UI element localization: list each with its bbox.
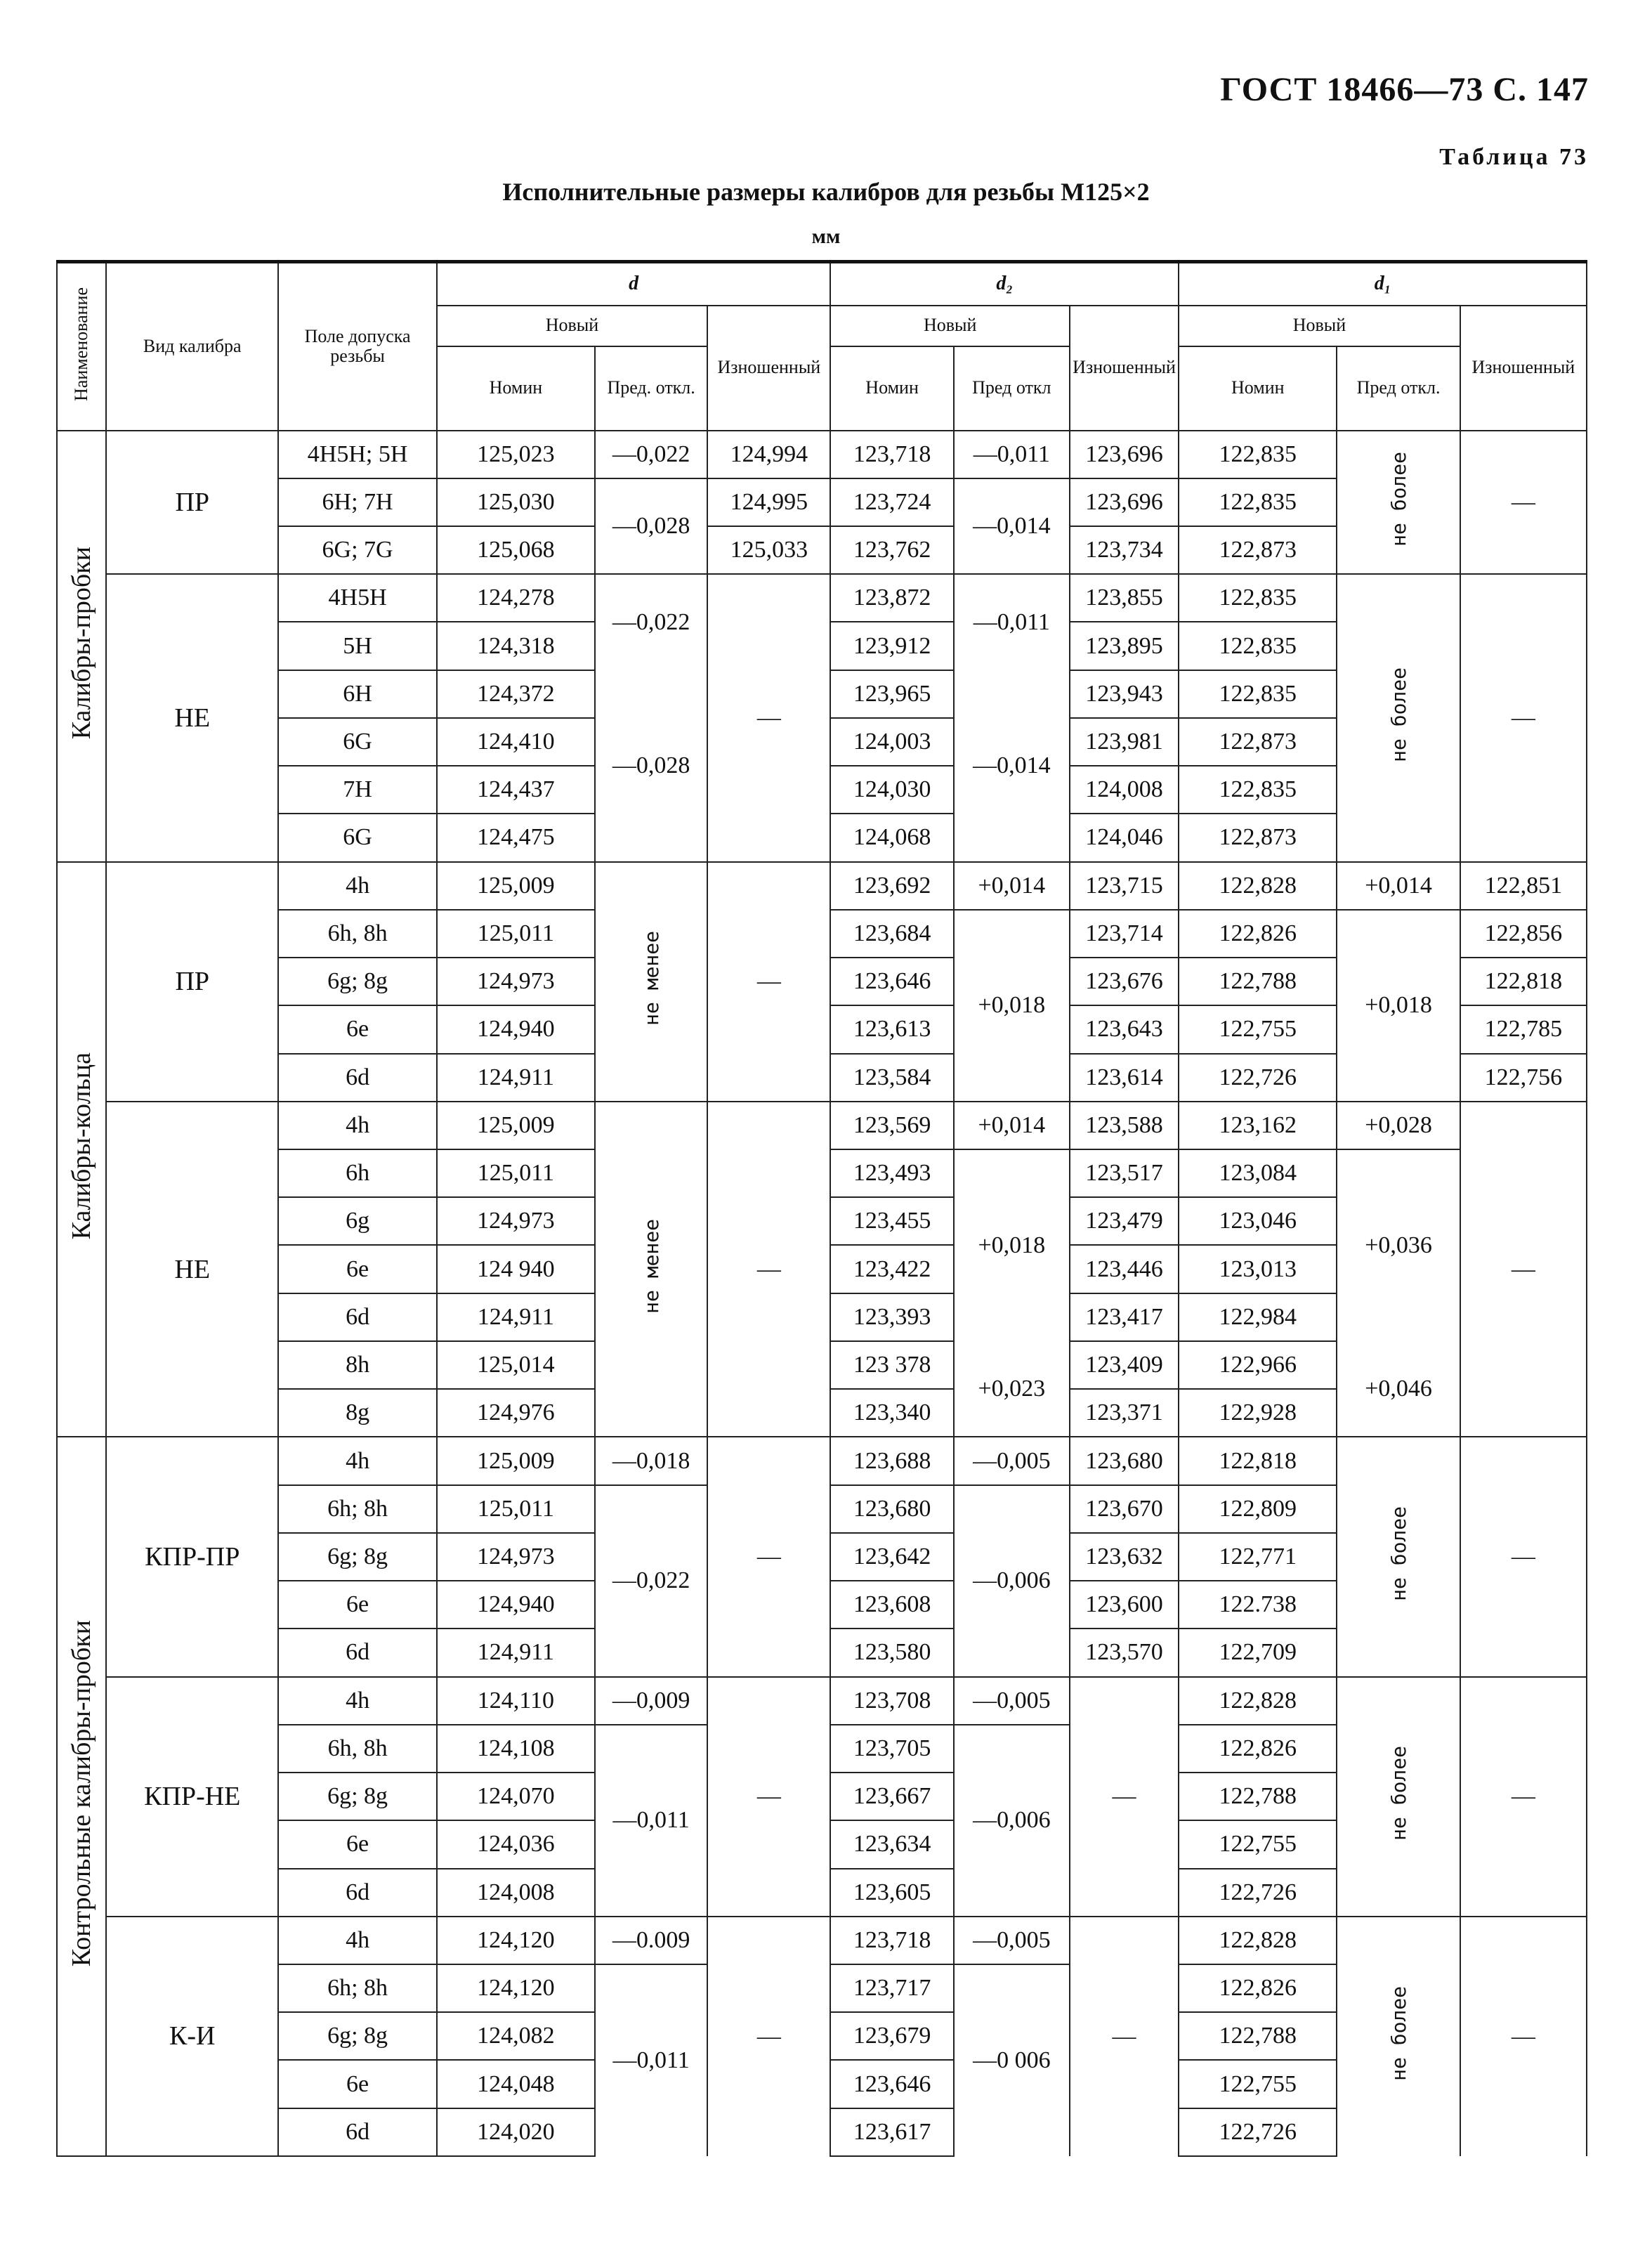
tol-cell: 6g; 8g: [278, 1773, 436, 1820]
d2-worn-cell: 123,715: [1070, 862, 1179, 910]
d2-nom-cell: 123,584: [830, 1054, 953, 1102]
tol-cell: 6H; 7H: [278, 478, 436, 526]
d-dev-cell: —0,028: [595, 478, 707, 574]
d1-nom-cell: 122,755: [1179, 1820, 1337, 1868]
col-name-header: Наименование: [57, 262, 106, 431]
d2-worn-cell: 123,417: [1070, 1293, 1179, 1341]
d1-dev-cell: [1337, 431, 1460, 575]
d1-nom-cell: 122,818: [1179, 1437, 1337, 1484]
d-dev-cell: —0,022: [595, 1485, 707, 1677]
d-nom-cell: 124,911: [437, 1293, 595, 1341]
gauge-kind: КПР-НЕ: [106, 1677, 278, 1917]
d-worn-cell: —: [707, 1677, 830, 1917]
d2-nom-cell: 123,580: [830, 1629, 953, 1676]
d-nom-cell: 125,030: [437, 478, 595, 526]
d2-worn-cell: 123,517: [1070, 1149, 1179, 1197]
d2-worn-cell: 123,479: [1070, 1197, 1179, 1245]
d2-worn-cell: 123,570: [1070, 1629, 1179, 1676]
d-nom-cell: 124,020: [437, 2108, 595, 2156]
d2-dev-header: Пред откл: [954, 346, 1070, 431]
d2-nom-cell: 123,455: [830, 1197, 953, 1245]
d-nom-cell: 124,036: [437, 1820, 595, 1868]
d2-worn-cell: 123,670: [1070, 1485, 1179, 1533]
d1-nom-cell: 122,828: [1179, 862, 1337, 910]
d1-nom-cell: 123,013: [1179, 1245, 1337, 1293]
d2-worn-cell: 123,446: [1070, 1245, 1179, 1293]
tol-cell: 6H: [278, 670, 436, 718]
d2-worn-cell: 123,680: [1070, 1437, 1179, 1484]
tol-cell: 4h: [278, 1102, 436, 1149]
d1-nom-cell: 122,828: [1179, 1677, 1337, 1725]
tol-cell: 6e: [278, 1005, 436, 1053]
d1-dev-cell: +0,028: [1337, 1102, 1460, 1149]
tol-cell: 7H: [278, 766, 436, 814]
d1-worn-cell: —: [1460, 431, 1587, 575]
d2-nom-cell: 123,680: [830, 1485, 953, 1533]
d-worn-cell: —: [707, 1102, 830, 1437]
d-dev-cell: —0,028: [595, 670, 707, 862]
d1-dev-cell: [1337, 1437, 1460, 1676]
d1-nom-cell: 122,755: [1179, 2060, 1337, 2108]
d2-nom-cell: 123,679: [830, 2012, 953, 2060]
d-dev-cell: —0,022: [595, 431, 707, 478]
d1-new-header: Новый: [1179, 306, 1460, 346]
d-nom-cell: 124,108: [437, 1725, 595, 1773]
d2-nom-cell: 123,912: [830, 622, 953, 670]
d2-nom-cell: 123,646: [830, 2060, 953, 2108]
d1-nom-cell: 122,726: [1179, 2108, 1337, 2156]
d-nom-cell: 124,437: [437, 766, 595, 814]
d1-nom-cell: 122,984: [1179, 1293, 1337, 1341]
d-nom-cell: 124,911: [437, 1629, 595, 1676]
note-label: не более: [1386, 451, 1410, 547]
d1-nom-cell: 122,755: [1179, 1005, 1337, 1053]
d1-nom-cell: 122,873: [1179, 526, 1337, 574]
gauge-kind: ПР: [106, 431, 278, 575]
d-nom-cell: 124,372: [437, 670, 595, 718]
d-worn-cell: 124,995: [707, 478, 830, 526]
d-dev-cell: —0.009: [595, 1917, 707, 1964]
d-dev-cell: —0,018: [595, 1437, 707, 1484]
d2-dev-cell: +0,014: [954, 862, 1070, 910]
d1-nom-cell: 122,835: [1179, 670, 1337, 718]
tol-cell: 8g: [278, 1389, 436, 1437]
d2-nom-cell: 123,762: [830, 526, 953, 574]
d1-worn-cell: 122,818: [1460, 958, 1587, 1005]
d1-worn-cell: —: [1460, 1917, 1587, 2156]
d-nom-cell: 124,973: [437, 1197, 595, 1245]
d2-nom-cell: 123,634: [830, 1820, 953, 1868]
category-name: Калибры-кольца: [57, 862, 106, 1437]
d1-worn-header: Изношенный: [1460, 306, 1587, 431]
d-nom-cell: 125,009: [437, 862, 595, 910]
d2-nom-cell: 123,684: [830, 910, 953, 958]
d1-nom-cell: 122,928: [1179, 1389, 1337, 1437]
tol-cell: 6G: [278, 814, 436, 861]
d2-dev-cell: —0,014: [954, 670, 1070, 862]
d2-nom-cell: 123,605: [830, 1869, 953, 1917]
d-nom-cell: 125,014: [437, 1341, 595, 1389]
d1-nom-cell: 123,084: [1179, 1149, 1337, 1197]
tol-cell: 6e: [278, 2060, 436, 2108]
tol-cell: 8h: [278, 1341, 436, 1389]
d1-nom-cell: 122,966: [1179, 1341, 1337, 1389]
d-worn-cell: 125,033: [707, 526, 830, 574]
tol-cell: 6e: [278, 1820, 436, 1868]
d1-nom-cell: 122,835: [1179, 478, 1337, 526]
d1-nom-cell: 122,873: [1179, 718, 1337, 766]
col-d2-header: d₂: [830, 262, 1179, 306]
d-nom-cell: 124,120: [437, 1917, 595, 1964]
tol-cell: 6e: [278, 1245, 436, 1293]
d2-worn-cell: —: [1070, 1677, 1179, 1917]
d2-worn-cell: 124,046: [1070, 814, 1179, 861]
d1-nom-header: Номин: [1179, 346, 1337, 431]
d1-nom-cell: 122,788: [1179, 1773, 1337, 1820]
table-body: [57, 431, 1587, 2157]
d2-nom-cell: 123,717: [830, 1964, 953, 2012]
d1-worn-cell: —: [1460, 574, 1587, 861]
tol-cell: 6h, 8h: [278, 1725, 436, 1773]
tol-cell: 6d: [278, 1869, 436, 1917]
d1-nom-cell: 122.738: [1179, 1581, 1337, 1629]
d-nom-cell: 124,318: [437, 622, 595, 670]
table-row: [57, 1677, 1587, 1725]
d1-nom-cell: 122,826: [1179, 1725, 1337, 1773]
d2-dev-cell: +0,018: [954, 910, 1070, 1102]
d2-worn-cell: 123,600: [1070, 1581, 1179, 1629]
d2-worn-cell: 123,895: [1070, 622, 1179, 670]
table-row: [57, 431, 1587, 478]
d2-worn-cell: 123,714: [1070, 910, 1179, 958]
d1-dev-cell: +0,018: [1337, 910, 1460, 1102]
d2-dev-cell: —0,005: [954, 1677, 1070, 1725]
d2-worn-cell: 124,008: [1070, 766, 1179, 814]
d-worn-header: Изношенный: [707, 306, 830, 431]
tol-cell: 4H5H: [278, 574, 436, 622]
col-tol-header: Поле допуска резьбы: [278, 262, 436, 431]
note-label: не более: [1386, 1746, 1410, 1841]
table-row: [57, 1437, 1587, 1484]
d1-nom-cell: 122,835: [1179, 431, 1337, 478]
tol-cell: 6g; 8g: [278, 2012, 436, 2060]
d2-dev-cell: —0,011: [954, 574, 1070, 670]
table-row: [57, 1102, 1587, 1149]
d1-dev-cell: [1337, 574, 1460, 861]
d-nom-cell: 125,011: [437, 1485, 595, 1533]
d1-dev-cell: [1337, 1917, 1460, 2156]
d1-nom-cell: 122,828: [1179, 1917, 1337, 1964]
d-nom-cell: 124,911: [437, 1054, 595, 1102]
d2-worn-cell: —: [1070, 1917, 1179, 2156]
d1-dev-cell: +0,046: [1337, 1341, 1460, 1437]
d2-worn-cell: 123,855: [1070, 574, 1179, 622]
d-nom-cell: 124,976: [437, 1389, 595, 1437]
tol-cell: 6d: [278, 1293, 436, 1341]
d-worn-cell: —: [707, 574, 830, 861]
d2-nom-cell: 123,613: [830, 1005, 953, 1053]
d-nom-cell: 124,120: [437, 1964, 595, 2012]
d1-worn-cell: —: [1460, 1677, 1587, 1917]
d2-worn-cell: 123,734: [1070, 526, 1179, 574]
d-dev-cell: —0,011: [595, 1725, 707, 1917]
tol-cell: 6h: [278, 1149, 436, 1197]
d1-nom-cell: 122,771: [1179, 1533, 1337, 1581]
d1-worn-cell: 122,756: [1460, 1054, 1587, 1102]
tol-cell: 6g: [278, 1197, 436, 1245]
d1-nom-cell: 122,788: [1179, 2012, 1337, 2060]
note-label: не более: [1386, 1506, 1410, 1601]
table-row: [57, 1917, 1587, 1964]
d-nom-cell: 125,023: [437, 431, 595, 478]
unit-label: мм: [811, 225, 841, 248]
d-dev-cell: [595, 1102, 707, 1437]
gauge-kind: КПР-ПР: [106, 1437, 278, 1676]
tol-cell: 6h; 8h: [278, 1964, 436, 2012]
tol-cell: 6d: [278, 1054, 436, 1102]
d1-nom-cell: 123,046: [1179, 1197, 1337, 1245]
d2-nom-cell: 123,705: [830, 1725, 953, 1773]
d2-nom-cell: 123 378: [830, 1341, 953, 1389]
d1-nom-cell: 122,726: [1179, 1054, 1337, 1102]
d2-worn-cell: 123,409: [1070, 1341, 1179, 1389]
note-label: не менее: [639, 931, 663, 1026]
d2-dev-cell: —0,006: [954, 1725, 1070, 1917]
d2-worn-cell: 123,676: [1070, 958, 1179, 1005]
d2-worn-cell: 123,696: [1070, 431, 1179, 478]
tol-cell: 6d: [278, 1629, 436, 1676]
d-new-header: Новый: [437, 306, 708, 346]
d2-nom-cell: 123,708: [830, 1677, 953, 1725]
d-worn-cell: —: [707, 1437, 830, 1676]
d2-nom-cell: 123,965: [830, 670, 953, 718]
d2-new-header: Новый: [830, 306, 1069, 346]
d1-nom-cell: 123,162: [1179, 1102, 1337, 1149]
tol-cell: 6G: [278, 718, 436, 766]
note-label: не менее: [639, 1218, 663, 1314]
d-dev-header: Пред. откл.: [595, 346, 707, 431]
tol-cell: 6d: [278, 2108, 436, 2156]
d1-worn-cell: 122,856: [1460, 910, 1587, 958]
d1-dev-cell: [1337, 1677, 1460, 1917]
d-nom-cell: 124 940: [437, 1245, 595, 1293]
tol-cell: 6h, 8h: [278, 910, 436, 958]
d2-worn-cell: 123,588: [1070, 1102, 1179, 1149]
page-header: ГОСТ 18466—73 С. 147: [1220, 71, 1589, 108]
category-name: Калибры-пробки: [57, 431, 106, 862]
d2-dev-cell: —0 006: [954, 1964, 1070, 2156]
tol-cell: 5H: [278, 622, 436, 670]
d2-nom-cell: 123,872: [830, 574, 953, 622]
d1-nom-cell: 122,726: [1179, 1869, 1337, 1917]
d2-nom-cell: 123,422: [830, 1245, 953, 1293]
d2-dev-cell: +0,023: [954, 1341, 1070, 1437]
d1-nom-cell: 122,873: [1179, 814, 1337, 861]
d-nom-cell: 124,973: [437, 1533, 595, 1581]
table-row: [57, 574, 1587, 622]
d1-nom-cell: 122,835: [1179, 766, 1337, 814]
d-nom-cell: 125,011: [437, 910, 595, 958]
d2-nom-cell: 123,667: [830, 1773, 953, 1820]
d-nom-cell: 124,410: [437, 718, 595, 766]
d1-dev-cell: +0,014: [1337, 862, 1460, 910]
d1-worn-cell: —: [1460, 1102, 1587, 1437]
d-nom-cell: 124,048: [437, 2060, 595, 2108]
d2-dev-cell: —0,014: [954, 478, 1070, 574]
d2-nom-cell: 123,642: [830, 1533, 953, 1581]
table-title: Исполнительные размеры калибров для резьбы M125×2: [502, 178, 1150, 206]
d1-nom-cell: 122,835: [1179, 622, 1337, 670]
gauge-kind: ПР: [106, 862, 278, 1102]
d2-nom-cell: 124,030: [830, 766, 953, 814]
d2-nom-cell: 124,003: [830, 718, 953, 766]
d2-dev-cell: —0,005: [954, 1917, 1070, 1964]
d1-nom-cell: 122,835: [1179, 574, 1337, 622]
d2-dev-cell: +0,014: [954, 1102, 1070, 1149]
d2-worn-cell: 123,643: [1070, 1005, 1179, 1053]
tol-cell: 6e: [278, 1581, 436, 1629]
table-number: Таблица 73: [1439, 144, 1589, 170]
tol-cell: 6g; 8g: [278, 1533, 436, 1581]
d2-worn-cell: 123,371: [1070, 1389, 1179, 1437]
d2-worn-header: Изношенный: [1070, 306, 1179, 431]
tol-cell: 4H5H; 5H: [278, 431, 436, 478]
d2-worn-cell: 123,632: [1070, 1533, 1179, 1581]
d2-worn-cell: 123,943: [1070, 670, 1179, 718]
tol-cell: 4h: [278, 1917, 436, 1964]
d2-nom-cell: 123,569: [830, 1102, 953, 1149]
col-d-header: d: [437, 262, 831, 306]
d-nom-cell: 125,011: [437, 1149, 595, 1197]
note-label: не более: [1386, 667, 1410, 762]
dimensions-table: [56, 260, 1587, 2157]
tol-cell: 4h: [278, 1677, 436, 1725]
tol-cell: 6g; 8g: [278, 958, 436, 1005]
d-worn-cell: —: [707, 862, 830, 1102]
d2-nom-cell: 124,068: [830, 814, 953, 861]
d-nom-cell: 124,278: [437, 574, 595, 622]
d-nom-cell: 124,082: [437, 2012, 595, 2060]
d2-worn-cell: 123,614: [1070, 1054, 1179, 1102]
d-nom-cell: 124,110: [437, 1677, 595, 1725]
d-nom-cell: 125,009: [437, 1437, 595, 1484]
d-dev-cell: —0,022: [595, 574, 707, 670]
d2-nom-cell: 123,692: [830, 862, 953, 910]
d1-worn-cell: 122,785: [1460, 1005, 1587, 1053]
d2-worn-cell: 123,696: [1070, 478, 1179, 526]
d2-nom-cell: 123,393: [830, 1293, 953, 1341]
d2-nom-cell: 123,340: [830, 1389, 953, 1437]
col-d1-header: d₁: [1179, 262, 1587, 306]
d2-dev-cell: +0,018: [954, 1149, 1070, 1341]
d2-nom-cell: 123,718: [830, 1917, 953, 1964]
d2-nom-cell: 123,724: [830, 478, 953, 526]
category-name: Контрольные калибры-пробки: [57, 1437, 106, 2156]
tol-cell: 6G; 7G: [278, 526, 436, 574]
d-nom-cell: 124,475: [437, 814, 595, 861]
gauge-kind: НЕ: [106, 574, 278, 861]
d-nom-cell: 124,940: [437, 1005, 595, 1053]
d2-dev-cell: —0,005: [954, 1437, 1070, 1484]
d1-nom-cell: 122,809: [1179, 1485, 1337, 1533]
d2-dev-cell: —0,006: [954, 1485, 1070, 1677]
d2-nom-cell: 123,608: [830, 1581, 953, 1629]
d1-worn-cell: —: [1460, 1437, 1587, 1676]
d1-nom-cell: 122,826: [1179, 910, 1337, 958]
d-nom-cell: 124,070: [437, 1773, 595, 1820]
d-nom-cell: 124,973: [437, 958, 595, 1005]
d-nom-header: Номин: [437, 346, 595, 431]
d2-dev-cell: —0,011: [954, 431, 1070, 478]
d1-nom-cell: 122,826: [1179, 1964, 1337, 2012]
gauge-kind: К-И: [106, 1917, 278, 2156]
d2-nom-header: Номин: [830, 346, 953, 431]
tol-cell: 4h: [278, 862, 436, 910]
d-worn-cell: —: [707, 1917, 830, 2156]
table-row: [57, 862, 1587, 910]
tol-cell: 4h: [278, 1437, 436, 1484]
d2-nom-cell: 123,688: [830, 1437, 953, 1484]
d1-dev-header: Пред откл.: [1337, 346, 1460, 431]
d-nom-cell: 125,009: [437, 1102, 595, 1149]
d-dev-cell: [595, 862, 707, 1102]
col-kind-header: Вид калибра: [106, 262, 278, 431]
d-nom-cell: 124,008: [437, 1869, 595, 1917]
d2-nom-cell: 123,646: [830, 958, 953, 1005]
d2-nom-cell: 123,718: [830, 431, 953, 478]
gauge-kind: НЕ: [106, 1102, 278, 1437]
d1-worn-cell: 122,851: [1460, 862, 1587, 910]
note-label: не более: [1386, 1985, 1410, 2081]
d1-nom-cell: 122,709: [1179, 1629, 1337, 1676]
d-worn-cell: 124,994: [707, 431, 830, 478]
d1-nom-cell: 122,788: [1179, 958, 1337, 1005]
tol-cell: 6h; 8h: [278, 1485, 436, 1533]
d-nom-cell: 124,940: [437, 1581, 595, 1629]
d-dev-cell: —0,009: [595, 1677, 707, 1725]
d-dev-cell: —0,011: [595, 1964, 707, 2156]
d-nom-cell: 125,068: [437, 526, 595, 574]
d2-nom-cell: 123,617: [830, 2108, 953, 2156]
d2-worn-cell: 123,981: [1070, 718, 1179, 766]
d1-dev-cell: +0,036: [1337, 1149, 1460, 1341]
d2-nom-cell: 123,493: [830, 1149, 953, 1197]
